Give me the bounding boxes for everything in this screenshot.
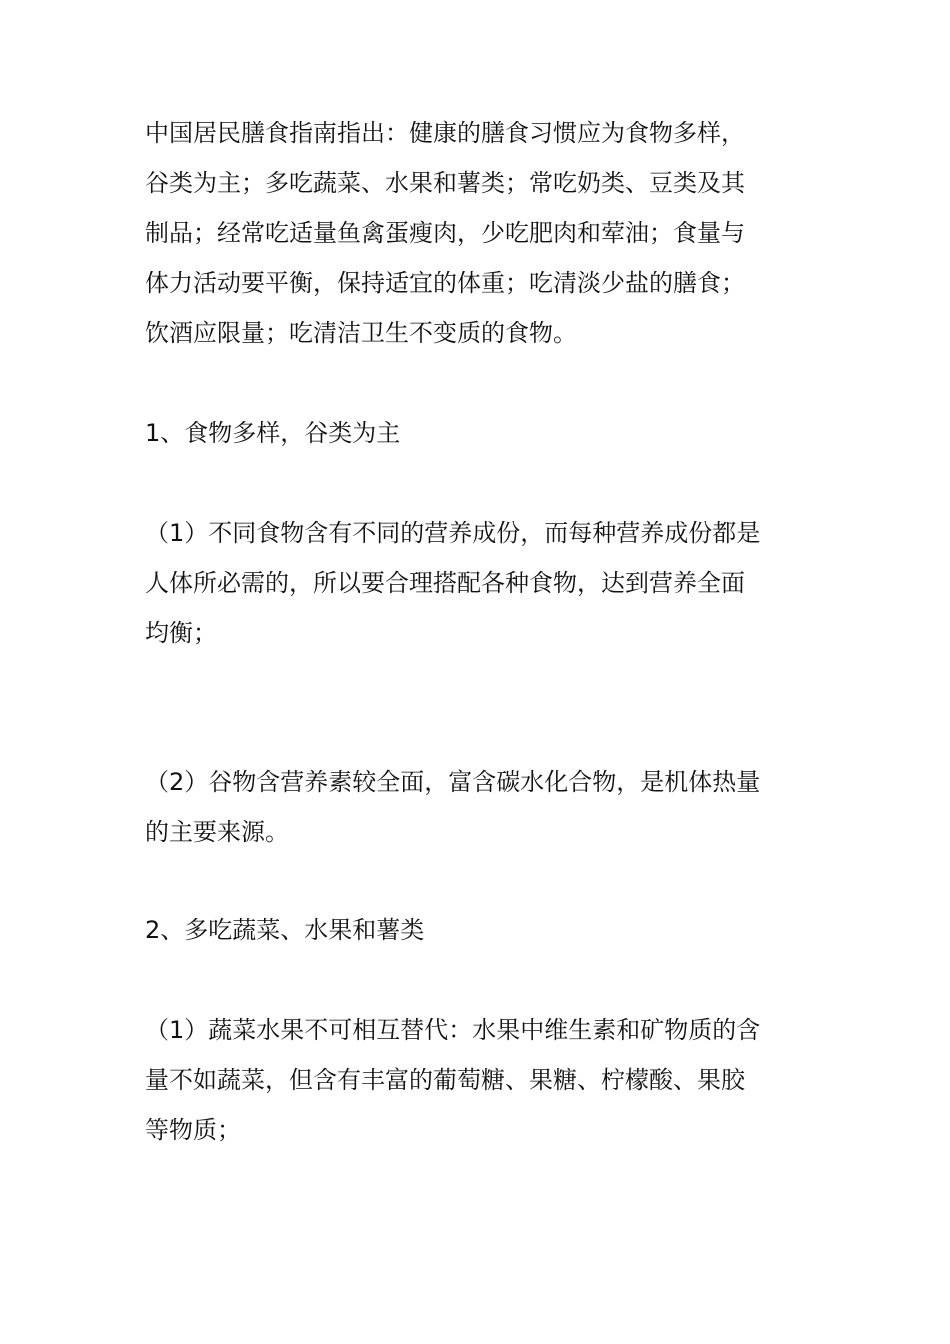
intro-line: 体力活动要平衡，保持适宜的体重；吃清淡少盐的膳食； [145,269,745,297]
paragraph-line: 等物质； [145,1116,241,1144]
intro-line: 谷类为主；多吃蔬菜、水果和薯类；常吃奶类、豆类及其 [145,169,745,197]
paragraph-line: （1）不同食物含有不同的营养成份，而每种营养成份都是 [145,519,761,547]
intro-line: 制品；经常吃适量鱼禽蛋瘦肉，少吃肥肉和荤油；食量与 [145,219,745,247]
section1-heading-block [145,408,815,458]
paragraph-line: 均衡； [145,619,217,647]
section2-heading-block [145,905,815,955]
paragraph-line: 的主要来源。 [145,818,289,846]
section-heading: 2、多吃蔬菜、水果和薯类 [145,916,425,944]
intro-line: 中国居民膳食指南指出：健康的膳食习惯应为食物多样， [145,119,745,147]
paragraph-line: 人体所必需的，所以要合理搭配各种食物，达到营养全面 [145,569,745,597]
section-heading: 1、食物多样，谷类为主 [145,419,401,447]
paragraph-line: （1）蔬菜水果不可相互替代：水果中维生素和矿物质的含 [145,1016,761,1044]
intro-paragraph [145,108,815,358]
intro-line: 饮酒应限量；吃清洁卫生不变质的食物。 [145,319,577,347]
paragraph-line: 量不如蔬菜，但含有丰富的葡萄糖、果糖、柠檬酸、果胶 [145,1066,745,1094]
paragraph-line: （2）谷物含营养素较全面，富含碳水化合物，是机体热量 [145,768,761,796]
section1-item1-paragraph [145,508,815,658]
section2-item1-paragraph [145,1005,815,1155]
section1-item2-paragraph [145,757,815,857]
